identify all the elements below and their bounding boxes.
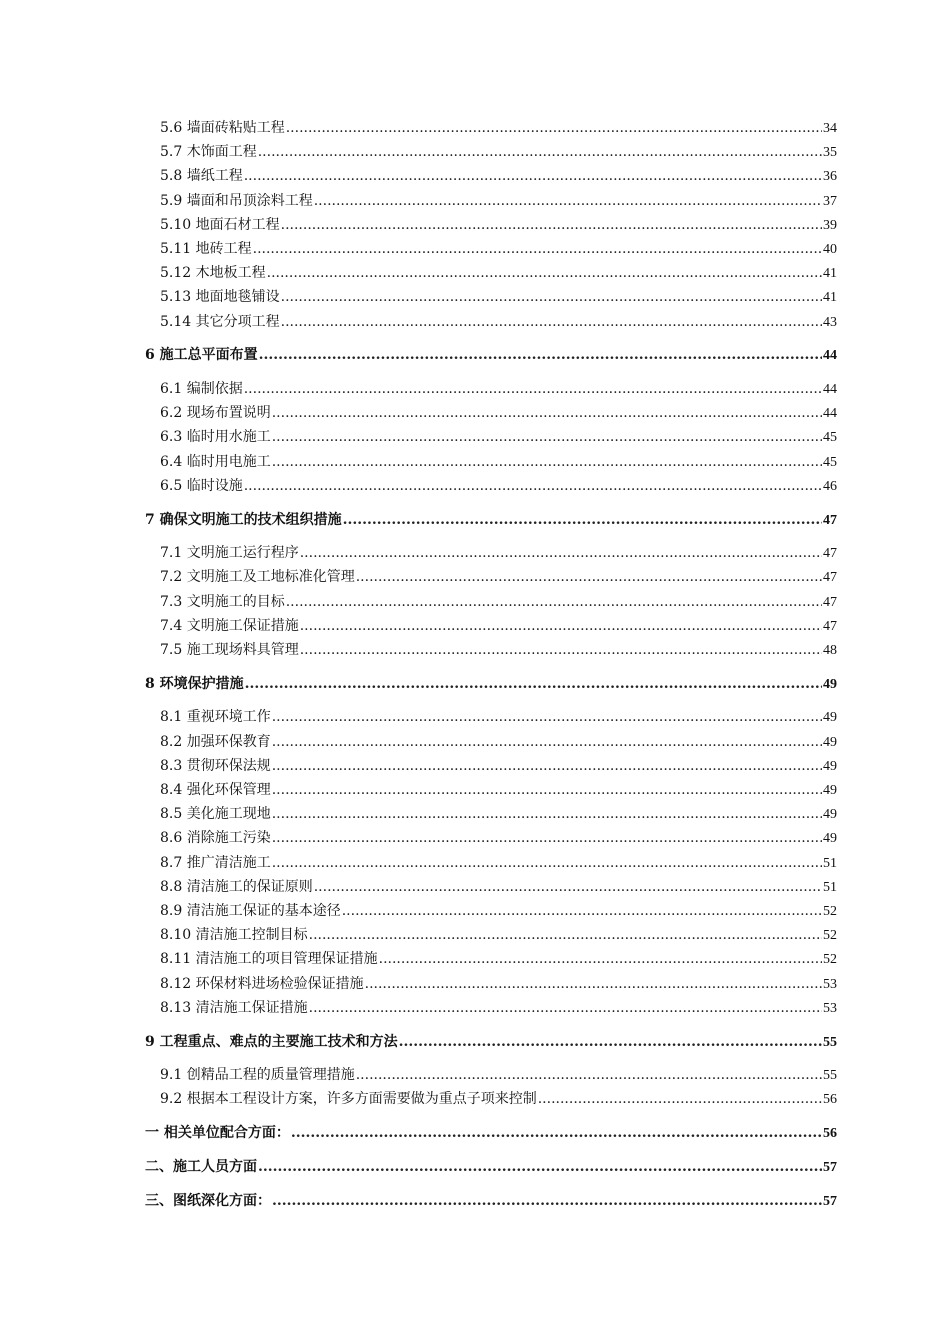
toc-page-number: 49 — [823, 758, 837, 774]
toc-page-number: 56 — [823, 1126, 837, 1142]
toc-dot-leader — [356, 1065, 822, 1085]
toc-page-number: 43 — [823, 314, 837, 330]
toc-page-number: 57 — [823, 1159, 837, 1175]
toc-dot-leader — [253, 239, 822, 259]
toc-dot-leader — [272, 853, 822, 873]
toc-dot-leader — [244, 379, 822, 399]
toc-page-number: 51 — [823, 879, 837, 895]
toc-entry-title: 5.9 墙面和吊顶涂料工程 — [160, 192, 313, 209]
toc-page-number: 51 — [823, 855, 837, 871]
toc-entry-title: 6.2 现场布置说明 — [160, 405, 271, 422]
toc-page-number: 52 — [823, 928, 837, 944]
toc-section-entry[interactable] — [160, 998, 837, 1018]
toc-entry-title: 8.9 清洁施工保证的基本途径 — [160, 903, 341, 919]
toc-page-number: 44 — [823, 348, 837, 364]
toc-entry-title: 6 施工总平面布置 — [145, 347, 258, 364]
toc-dot-leader — [272, 780, 822, 800]
toc-entry-title: 6.3 临时用水施工 — [160, 429, 271, 446]
toc-page-number: 55 — [823, 1068, 837, 1084]
toc-section-entry[interactable] — [160, 974, 837, 994]
toc-chapter-entry[interactable] — [145, 510, 837, 530]
toc-page-number: 49 — [823, 676, 837, 692]
toc-chapter-entry[interactable] — [145, 1032, 837, 1052]
toc-dot-leader — [259, 345, 822, 365]
toc-dot-leader — [245, 674, 822, 694]
toc-section-entry[interactable] — [160, 543, 837, 563]
toc-chapter-entry[interactable] — [145, 345, 837, 365]
toc-page-number: 49 — [823, 831, 837, 847]
toc-dot-leader — [365, 974, 822, 994]
toc-dot-leader — [272, 804, 822, 824]
toc-chapter-entry[interactable] — [145, 1123, 837, 1143]
toc-section-entry[interactable] — [160, 427, 837, 447]
toc-dot-leader — [258, 142, 822, 162]
toc-page-number: 47 — [823, 618, 837, 634]
toc-page-number: 53 — [823, 1000, 837, 1016]
toc-dot-leader — [272, 1191, 822, 1211]
toc-section-entry[interactable] — [160, 949, 837, 969]
toc-entry-title: 8.5 美化施工现地 — [160, 806, 271, 823]
toc-page-number: 55 — [823, 1034, 837, 1050]
toc-entry-title: 5.10 地面石材工程 — [160, 216, 280, 233]
toc-dot-leader — [244, 476, 822, 496]
toc-page-number: 49 — [823, 710, 837, 726]
toc-entry-title: 6.1 编制依据 — [160, 381, 243, 397]
toc-section-entry[interactable] — [160, 166, 837, 186]
toc-page-number: 46 — [823, 478, 837, 494]
toc-dot-leader — [314, 877, 822, 897]
toc-page-number: 56 — [823, 1092, 837, 1108]
toc-page-number: 48 — [823, 643, 837, 658]
toc-section-entry[interactable] — [160, 452, 837, 472]
toc-section-entry[interactable] — [160, 118, 837, 138]
toc-entry-title: 8.6 消除施工污染 — [160, 830, 271, 847]
toc-entry-title: 6.4 临时用电施工 — [160, 453, 271, 470]
toc-page-number: 35 — [823, 145, 837, 161]
toc-section-entry[interactable] — [160, 287, 837, 307]
toc-section-entry[interactable] — [160, 379, 837, 399]
toc-section-entry[interactable] — [160, 263, 837, 283]
toc-dot-leader — [343, 510, 822, 530]
toc-section-entry[interactable] — [160, 707, 837, 727]
toc-entry-title: 7.2 文明施工及工地标准化管理 — [160, 569, 355, 586]
toc-section-entry[interactable] — [160, 239, 837, 259]
toc-section-entry[interactable] — [160, 215, 837, 235]
toc-section-entry[interactable] — [160, 191, 837, 211]
toc-chapter-entry[interactable] — [145, 1157, 837, 1177]
toc-dot-leader — [300, 543, 822, 563]
toc-entry-title: 5.14 其它分项工程 — [160, 313, 280, 330]
toc-entry-title: 7.1 文明施工运行程序 — [160, 545, 299, 562]
toc-dot-leader — [267, 263, 822, 283]
toc-entry-title: 5.13 地面地毯铺设 — [160, 289, 280, 306]
toc-page-number: 49 — [823, 783, 837, 798]
toc-entry-title: 8.8 清洁施工的保证原则 — [160, 878, 313, 895]
toc-entry-title: 7.5 施工现场料具管理 — [160, 642, 299, 658]
toc-page-number: 36 — [823, 169, 837, 185]
toc-section-entry[interactable] — [160, 901, 837, 921]
toc-entry-title: 8.11 清洁施工的项目管理保证措施 — [160, 951, 378, 968]
toc-page-number: 49 — [823, 734, 837, 750]
toc-entry-title: 8.4 强化环保管理 — [160, 782, 271, 798]
toc-dot-leader — [272, 427, 822, 447]
toc-section-entry[interactable] — [160, 476, 837, 496]
toc-page-number: 41 — [823, 290, 837, 306]
toc-dot-leader — [272, 828, 822, 848]
toc-entry-title: 8 环境保护措施 — [145, 675, 244, 692]
toc-dot-leader — [281, 287, 822, 307]
toc-page-number: 57 — [823, 1193, 837, 1209]
toc-page-number: 45 — [823, 454, 837, 470]
toc-section-entry[interactable] — [160, 1089, 837, 1109]
toc-dot-leader — [244, 166, 822, 186]
toc-section-entry[interactable] — [160, 142, 837, 162]
toc-entry-title: 5.12 木地板工程 — [160, 265, 266, 282]
toc-page-number: 39 — [823, 217, 837, 233]
toc-section-entry[interactable] — [160, 616, 837, 636]
toc-entry-title: 一 相关单位配合方面： — [145, 1125, 290, 1142]
toc-dot-leader — [300, 616, 822, 636]
toc-section-entry[interactable] — [160, 1065, 837, 1085]
toc-entry-title: 6.5 临时设施 — [160, 477, 243, 494]
toc-page-number: 47 — [823, 512, 837, 528]
toc-entry-title: 9.2 根据本工程设计方案，许多方面需要做为重点子项来控制 — [160, 1091, 537, 1108]
toc-entry-title: 7.3 文明施工的目标 — [160, 593, 285, 610]
toc-dot-leader — [309, 925, 822, 945]
toc-chapter-entry[interactable] — [145, 674, 837, 694]
toc-entry-title: 三、图纸深化方面： — [145, 1192, 271, 1209]
toc-dot-leader — [281, 312, 822, 332]
toc-section-entry[interactable] — [160, 828, 837, 848]
toc-entry-title: 8.1 重视环境工作 — [160, 709, 271, 726]
toc-dot-leader — [399, 1032, 822, 1052]
toc-section-entry[interactable] — [160, 925, 837, 945]
toc-section-entry[interactable] — [160, 567, 837, 587]
toc-dot-leader — [309, 998, 822, 1018]
toc-entry-title: 二、施工人员方面 — [145, 1158, 257, 1175]
toc-dot-leader — [272, 756, 822, 776]
toc-dot-leader — [272, 452, 822, 472]
toc-section-entry[interactable] — [160, 592, 837, 612]
toc-dot-leader — [281, 215, 822, 235]
toc-section-entry[interactable] — [160, 403, 837, 423]
toc-chapter-entry[interactable] — [145, 1191, 837, 1211]
toc-page-number: 52 — [823, 904, 837, 919]
toc-entry-title: 7 确保文明施工的技术组织措施 — [145, 511, 342, 528]
toc-entry-title: 8.10 清洁施工控制目标 — [160, 927, 308, 944]
toc-page-number: 49 — [823, 807, 837, 823]
toc-page-number: 41 — [823, 266, 837, 282]
toc-dot-leader — [314, 191, 822, 211]
toc-page-number: 47 — [823, 594, 837, 610]
toc-page-number: 40 — [823, 242, 837, 257]
toc-page-number: 47 — [823, 546, 837, 562]
toc-section-entry[interactable] — [160, 312, 837, 332]
toc-section-entry[interactable] — [160, 877, 837, 897]
toc-dot-leader — [538, 1089, 822, 1109]
toc-dot-leader — [272, 403, 822, 423]
toc-dot-leader — [356, 567, 822, 587]
toc-page-number: 37 — [823, 193, 837, 209]
toc-dot-leader — [286, 118, 822, 138]
toc-page-number: 44 — [823, 382, 837, 397]
toc-entry-title: 5.7 木饰面工程 — [160, 144, 257, 161]
toc-section-entry[interactable] — [160, 732, 837, 752]
toc-section-entry[interactable] — [160, 640, 837, 660]
toc-dot-leader — [258, 1157, 822, 1177]
toc-section-entry[interactable] — [160, 853, 837, 873]
toc-page-number: 52 — [823, 952, 837, 968]
toc-dot-leader — [272, 732, 822, 752]
toc-entry-title: 5.8 墙纸工程 — [160, 168, 243, 185]
toc-entry-title: 9.1 创精品工程的质量管理措施 — [160, 1067, 355, 1084]
toc-entry-title: 8.13 清洁施工保证措施 — [160, 999, 308, 1016]
toc-entry-title: 9 工程重点、难点的主要施工技术和方法 — [145, 1033, 398, 1050]
toc-dot-leader — [379, 949, 822, 969]
toc-page-number: 47 — [823, 570, 837, 586]
toc-entry-title: 8.7 推广清洁施工 — [160, 854, 271, 871]
toc-dot-leader — [286, 592, 822, 612]
toc-page-number: 53 — [823, 976, 837, 992]
toc-page-number: 45 — [823, 430, 837, 446]
toc-dot-leader — [342, 901, 822, 921]
toc-entry-title: 8.3 贯彻环保法规 — [160, 757, 271, 774]
toc-entry-title: 5.6 墙面砖粘贴工程 — [160, 120, 285, 136]
toc-entry-title: 8.12 环保材料进场检验保证措施 — [160, 975, 364, 992]
toc-dot-leader — [291, 1123, 822, 1143]
toc-dot-leader — [300, 640, 822, 660]
toc-entry-title: 5.11 地砖工程 — [160, 241, 252, 257]
toc-section-entry[interactable] — [160, 756, 837, 776]
toc-entry-title: 7.4 文明施工保证措施 — [160, 617, 299, 634]
toc-section-entry[interactable] — [160, 804, 837, 824]
toc-section-entry[interactable] — [160, 780, 837, 800]
toc-entry-title: 8.2 加强环保教育 — [160, 733, 271, 750]
toc-page-number: 44 — [823, 406, 837, 422]
toc-page-number: 34 — [823, 121, 837, 136]
toc-dot-leader — [272, 707, 822, 727]
